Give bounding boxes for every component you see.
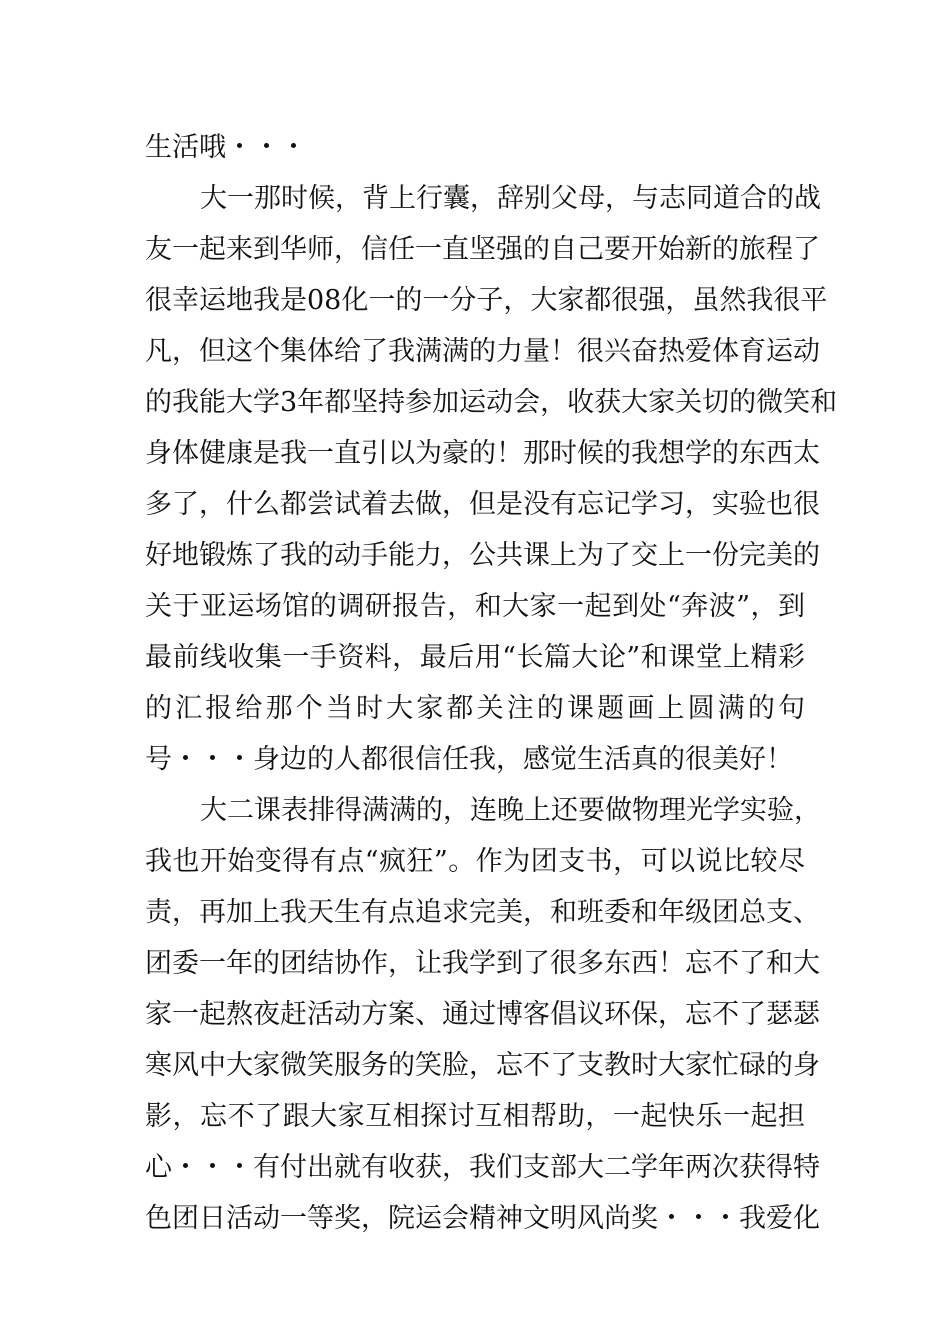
text-line: 大一那时候，背上行囊，辞别父母，与志同道合的战 (200, 183, 821, 214)
text-line: 心・・・有付出就有收获，我们支部大二学年两次获得特 (145, 1152, 820, 1183)
text-line: 的我能大学3年都坚持参加运动会，收获大家关切的微笑和 (145, 387, 838, 418)
text-line: 好地锻炼了我的动手能力，公共课上为了交上一份完美的 (145, 540, 820, 571)
text-line: 我也开始变得有点“疯狂”。作为团支书，可以说比较尽 (145, 846, 805, 877)
text-line: 凡，但这个集体给了我满满的力量！很兴奋热爱体育运动 (145, 336, 820, 367)
text-line: 大二课表排得满满的，连晚上还要做物理光学实验， (200, 795, 821, 826)
text-line: 关于亚运场馆的调研报告，和大家一起到处“奔波”，到 (145, 591, 805, 622)
text-line: 很幸运地我是08化一的一分子，大家都很强，虽然我很平 (145, 285, 828, 316)
text-line: 身体健康是我一直引以为豪的！那时候的我想学的东西太 (145, 438, 820, 469)
text-line: 多了，什么都尝试着去做，但是没有忘记学习，实验也很 (145, 489, 820, 520)
text-line: 寒风中大家微笑服务的笑脸，忘不了支教时大家忙碌的身 (145, 1050, 820, 1081)
text-line: 的汇报给那个当时大家都关注的课题画上圆满的句 (145, 693, 805, 724)
text-line: 家一起熬夜赶活动方案、通过博客倡议环保，忘不了瑟瑟 (145, 999, 820, 1030)
text-line: 生活哦・・・ (145, 132, 307, 163)
text-line: 责，再加上我天生有点追求完美，和班委和年级团总支、 (145, 897, 820, 928)
text-line: 影，忘不了跟大家互相探讨互相帮助，一起快乐一起担 (145, 1101, 805, 1132)
text-line: 色团日活动一等奖，院运会精神文明风尚奖・・・我爱化 (145, 1203, 820, 1234)
text-line: 最前线收集一手资料，最后用“长篇大论”和课堂上精彩 (145, 642, 805, 673)
text-line: 团委一年的团结协作，让我学到了很多东西！忘不了和大 (145, 948, 820, 979)
text-line: 号・・・身边的人都很信任我，感觉生活真的很美好！ (145, 744, 793, 775)
text-line: 友一起来到华师，信任一直坚强的自己要开始新的旅程了 (145, 234, 820, 265)
